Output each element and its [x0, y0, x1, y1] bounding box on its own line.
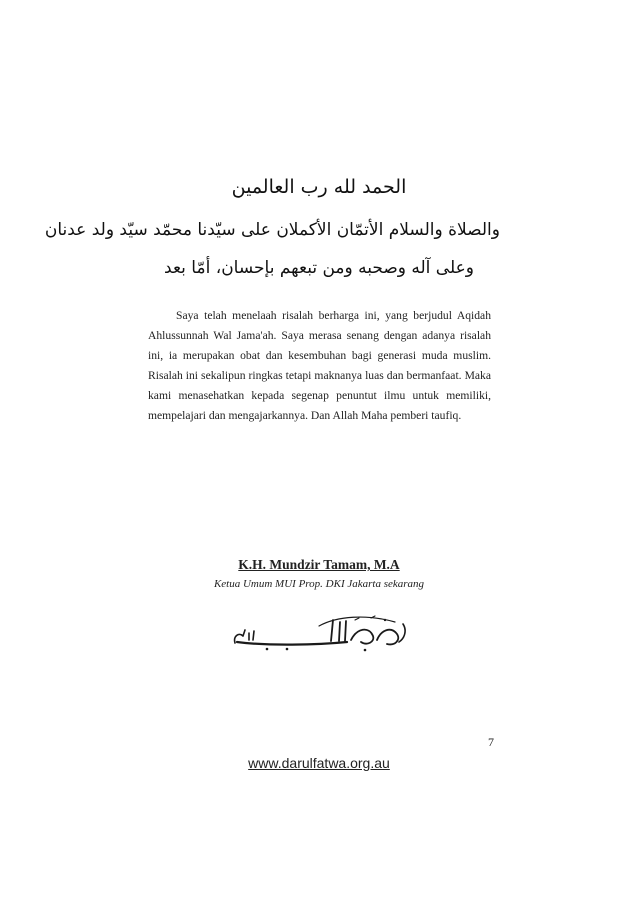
basmala-calligraphy-icon [227, 612, 413, 656]
website-link[interactable]: www.darulfatwa.org.au [248, 755, 390, 771]
arabic-salawat-line: والصلاة والسلام الأتمّان الأكملان على سيّدنا محمّد سيّد ولد عدنان [44, 220, 500, 240]
foreword-paragraph: Saya telah menelaah risalah berharga ini, yang berjudul Aqidah Ahlussunnah Wal Jama'ah. Saya merasa senang dengan adanya risalah ini, ia merupakan obat dan kesembuhan bagi generasi muda muslim. Risalah ini sekalipun ringkas tetapi maknanya luas dan bermanfaat. Maka kami menasehatkan kepada segenap penuntut ilmu untuk memiliki, mempelajari dan mengajarkannya. Dan Allah Maha pemberi taufiq. [148, 308, 491, 422]
signatory-title: Ketua Umum MUI Prop. DKI Jakarta sekarang [213, 578, 425, 590]
arabic-praise-line: الحمد لله رب العالمين [231, 176, 407, 198]
page-number: 7 [488, 735, 494, 749]
signatory-name: K.H. Mundzir Tamam, M.A [238, 557, 400, 572]
arabic-amma-baad-line: وعلى آله وصحبه ومن تبعهم بإحسان، أمّا بعد [164, 258, 474, 278]
